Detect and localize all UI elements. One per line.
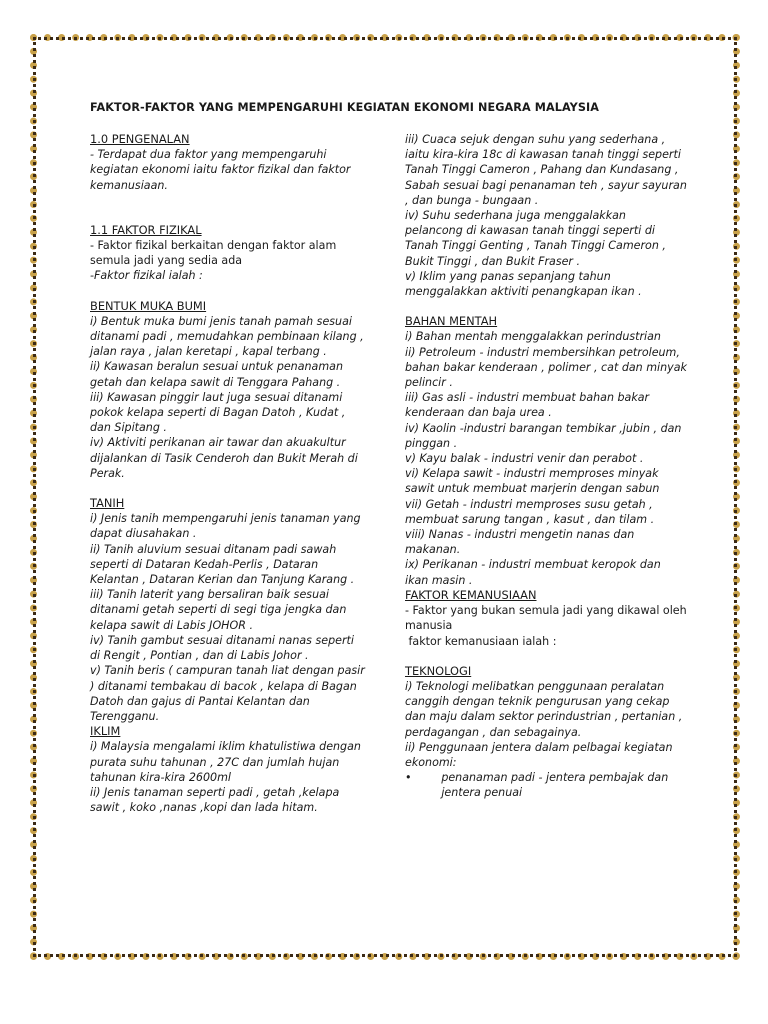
paragraph-kemanusiaan-2: faktor kemanusiaan ialah : (405, 634, 557, 648)
paragraph-fizikal-2: -Faktor fizikal ialah : (90, 269, 203, 283)
heading-bentuk-muka-bumi: BENTUK MUKA BUMI (90, 298, 207, 313)
list-item: i) Bentuk muka bumi jenis tanah pamah sesuai ditanami padi , memudahkan pembinaan kilang , jalan raya , jalan keretapi , kapal terbang . (90, 314, 364, 359)
list-item: ix) Perikanan - industri membuat keropok dan ikan masin . (405, 558, 661, 587)
paragraph-kemanusiaan-1: - Faktor yang bukan semula jadi yang dikawal oleh manusia (405, 604, 687, 633)
heading-bahan-mentah: BAHAN MENTAH (405, 314, 498, 329)
paragraph-pengenalan: - Terdapat dua faktor yang mempengaruhi kegiatan ekonomi iaitu faktor fizikal dan faktor kemanusiaan. (90, 148, 351, 192)
right-column (405, 132, 687, 801)
list-item: vii) Getah - industri memproses susu getah , membuat sarung tangan , kasut , dan tilam . (405, 497, 655, 526)
list-item: ii) Petroleum - industri membersihkan petroleum, bahan bakar kenderaan , polimer , cat dan minyak pelincir . (405, 345, 687, 390)
heading-pengenalan: 1.0 PENGENALAN (90, 132, 190, 146)
bullet-symbol: • (405, 771, 412, 785)
list-item: v) Tanih beris ( campuran tanah liat dengan pasir ) ditanami tembakau di bacok , kelapa di Bagan Datoh dan gajus di Pantai Kelantan dan Terengganu. (90, 664, 365, 723)
document-title: FAKTOR-FAKTOR YANG MEMPENGARUHI KEGIATAN EKONOMI NEGARA MALAYSIA (90, 101, 600, 114)
list-item: ii) Kawasan beralun sesuai untuk penanaman getah dan kelapa sawit di Tenggara Pahang . (90, 360, 343, 389)
list-item: viii) Nanas - industri mengetin nanas dan makanan. (405, 528, 635, 557)
list-item: ii) Penggunaan jentera dalam pelbagai kegiatan ekonomi: (405, 740, 673, 769)
bullet-item (405, 770, 687, 800)
list-item: iv) Tanih gambut sesuai ditanami nanas seperti di Rengit , Pontian , dan di Labis Johor . (90, 633, 354, 663)
list-item: i) Malaysia mengalami iklim khatulistiwa dengan purata suhu tahunan , 27C dan jumlah hujan tahunan kira-kira 2600ml (90, 740, 361, 784)
list-item: iv) Kaolin -industri barangan tembikar ,jubin , dan pinggan . (405, 421, 682, 450)
list-item: ii) Tanih aluvium sesuai ditanam padi sawah seperti di Dataran Kedah-Perlis , Dataran Kelantan , Dataran Kerian dan Tanjung Karang . (90, 542, 355, 587)
list-item: iv) Aktiviti perikanan air tawar dan akuakultur dijalankan di Tasik Cenderoh dan Bukit Merah di Perak. (90, 436, 358, 480)
list-item: iii) Tanih laterit yang bersaliran baik sesuai ditanami getah seperti di segi tiga jengka dan kelapa sawit di Labis JOHOR . (90, 588, 347, 632)
list-item: iii) Cuaca sejuk dengan suhu yang sederhana , iaitu kira-kira 18c di kawasan tanah tinggi seperti Tanah Tinggi Cameron , Pahang dan Kundasang , Sabah sesuai bagi penanaman teh , sayur sayuran , dan bunga - bungaan . (405, 133, 687, 207)
list-item: ii) Jenis tanaman seperti padi , getah ,kelapa sawit , koko ,nanas ,kopi dan lada hitam. (90, 785, 340, 815)
list-item: i) Jenis tanih mempengaruhi jenis tanaman yang dapat diusahakan . (90, 512, 361, 541)
list-item: iii) Gas asli - industri membuat bahan bakar kenderaan dan baja urea . (405, 391, 650, 420)
left-column (90, 132, 366, 815)
list-item: v) Kayu balak - industri venir dan perabot . (405, 452, 644, 466)
heading-faktor-fizikal: 1.1 FAKTOR FIZIKAL (90, 222, 202, 237)
list-item: vi) Kelapa sawit - industri memproses minyak sawit untuk membuat marjerin dengan sabun (405, 467, 660, 496)
list-item: i) Bahan mentah menggalakkan perindustrian (405, 330, 661, 344)
heading-faktor-kemanusiaan: FAKTOR KEMANUSIAAN (405, 587, 537, 602)
list-item: i) Teknologi melibatkan penggunaan peralatan canggih dengan teknik pengurusan yang cekap dan maju dalam sektor perindustrian , pertanian , perdagangan , dan sebagainya. (405, 679, 683, 739)
bullet-text: penanaman padi - jentera pembajak dan jentera penuai (441, 771, 669, 800)
heading-tanih: TANIH (90, 496, 125, 511)
list-item: v) Iklim yang panas sepanjang tahun menggalakkan aktiviti penangkapan ikan . (405, 269, 642, 299)
paragraph-fizikal-1: - Faktor fizikal berkaitan dengan faktor alam semula jadi yang sedia ada (90, 239, 337, 268)
heading-iklim: IKLIM (90, 724, 121, 739)
list-item: iii) Kawasan pinggir laut juga sesuai ditanami pokok kelapa seperti di Bagan Datoh , Kudat , dan Sipitang . (90, 390, 346, 435)
heading-teknologi: TEKNOLOGI (405, 663, 472, 678)
list-item: iv) Suhu sederhana juga menggalakkan pelancong di kawasan tanah tinggi seperti di Tanah Tinggi Genting , Tanah Tinggi Cameron , Bukit Tinggi , dan Bukit Fraser . (405, 209, 666, 268)
